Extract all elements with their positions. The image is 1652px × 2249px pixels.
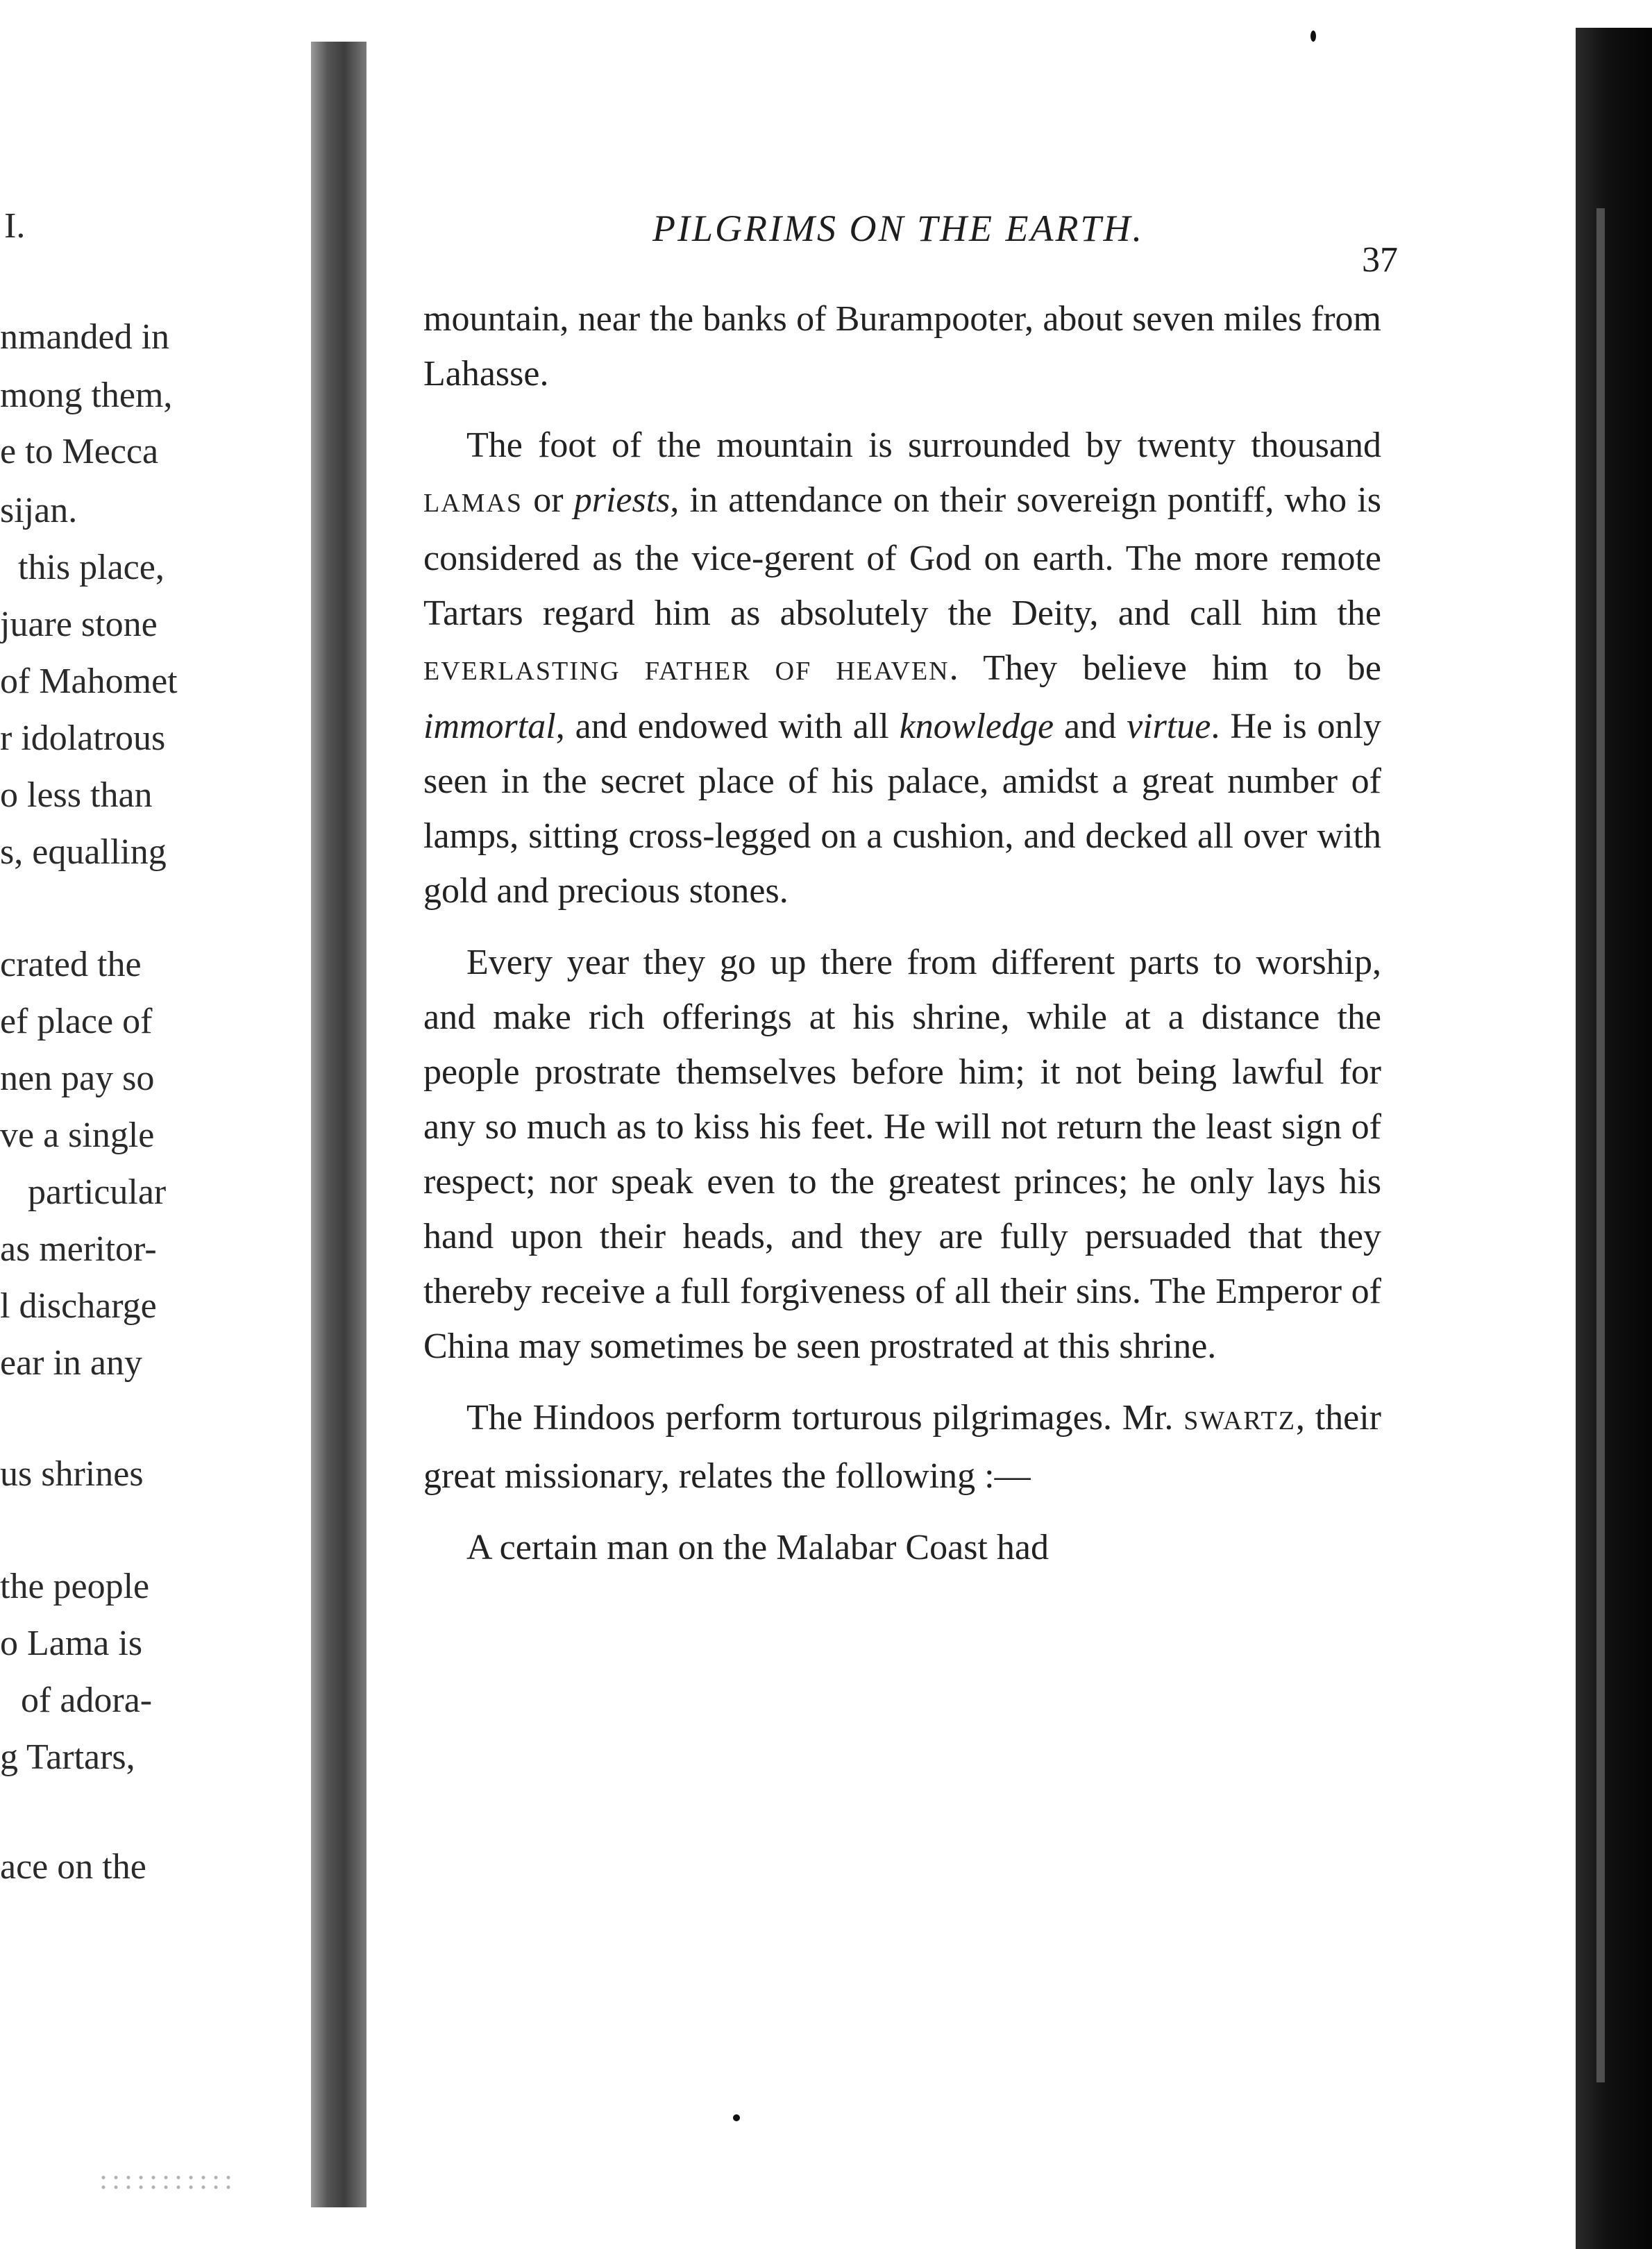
left-line-18: l discharge xyxy=(0,1286,157,1326)
left-line-17: as meritor- xyxy=(0,1229,157,1269)
left-line-23: of adora- xyxy=(21,1681,153,1720)
left-line-16: particular xyxy=(28,1172,167,1212)
scan-speck xyxy=(1310,31,1316,42)
left-line-8: of Mahomet xyxy=(0,662,178,701)
left-line-13: ef place of xyxy=(0,1002,153,1041)
left-line-10: o less than xyxy=(0,775,153,815)
paragraph-2-text-c: , in attendance on their sovereign pontiff, who is considered as the vice-gerent of God on earth. The more remote Tartars regard him as absolutely the Deity, and call him the xyxy=(423,480,1381,633)
left-line-20: us shrines xyxy=(0,1454,144,1494)
paragraph-2-text-f: and xyxy=(1054,707,1127,746)
left-line-22: o Lama is xyxy=(0,1624,143,1663)
priests-italic: priests xyxy=(573,480,671,520)
left-page xyxy=(0,42,311,2207)
paragraph-2 xyxy=(423,418,1381,918)
page-number: 37 xyxy=(1362,240,1398,280)
left-line-9: r idolatrous xyxy=(0,718,166,758)
left-line-4: e to Mecca xyxy=(0,432,159,471)
paragraph-5: A certain man on the Malabar Coast had xyxy=(466,1528,1049,1567)
paragraph-4-text-b: , their great missionary, relates the following :— xyxy=(423,1398,1381,1496)
left-line-19: ear in any xyxy=(0,1343,143,1383)
paragraph-2-text-d: . They believe him to be xyxy=(949,648,1381,688)
left-line-7: juare stone xyxy=(0,605,158,644)
left-line-21: the people xyxy=(0,1567,150,1606)
knowledge-italic: knowledge xyxy=(899,707,1054,746)
paragraph-2-text-a: The foot of the mountain is surrounded by twenty thousand xyxy=(466,426,1381,465)
paragraph-4-text-a: The Hindoos perform torturous pilgrimages. Mr. xyxy=(466,1398,1184,1438)
scan-speck xyxy=(733,2114,740,2121)
paragraph-1: mountain, near the banks of Burampooter, about seven miles from Lahasse. xyxy=(423,299,1381,394)
paragraph-4 xyxy=(423,1390,1381,1503)
left-line-1: I. xyxy=(4,206,26,246)
scan-noise xyxy=(97,2173,236,2193)
lamas-smallcaps: LAMAS xyxy=(423,489,523,518)
paragraph-2-text-g: . He is only seen in the secret place of his palace, amidst a great number of lamps, sitting cross-legged on a cushion, and decked all over with gold and precious stones. xyxy=(423,707,1381,911)
book-gutter xyxy=(311,42,366,2207)
page-edge-highlight xyxy=(1596,208,1605,2082)
paragraph-2-text-e: , and endowed with all xyxy=(555,707,900,746)
left-line-11: s, equalling xyxy=(0,832,167,872)
left-line-12: crated the xyxy=(0,945,142,984)
left-line-15: ve a single xyxy=(0,1115,155,1155)
left-line-14: nen pay so xyxy=(0,1059,155,1098)
paragraph-2-text-b: or xyxy=(523,480,574,520)
virtue-italic: virtue xyxy=(1127,707,1211,746)
left-line-3: mong them, xyxy=(0,376,173,415)
body-text xyxy=(423,292,1381,1592)
swartz-smallcaps: SWARTZ xyxy=(1183,1406,1296,1435)
everlasting-father-smallcaps: EVERLASTING FATHER OF HEAVEN xyxy=(423,657,950,686)
left-line-6: this place, xyxy=(18,548,165,587)
left-line-5: sijan. xyxy=(0,491,78,530)
left-line-24: g Tartars, xyxy=(0,1737,135,1777)
left-line-25: ace on the xyxy=(0,1847,146,1887)
paragraph-3: Every year they go up there from different parts to worship, and make rich offerings at his shrine, while at a distance the people prostrate themselves before him; it not being lawful for any so much as to kiss his feet. He will not return the least sign of respect; nor speak even to the greatest princes; he only lays his hand upon their heads, and they are fully persuaded that they thereby receive a full forgiveness of all their sins. The Emperor of China may sometimes be seen prostrated at this shrine. xyxy=(423,943,1381,1366)
page-edge-shadow xyxy=(1576,28,1652,2249)
left-line-2: nmanded in xyxy=(0,317,170,357)
immortal-italic: immortal xyxy=(423,707,556,746)
running-head: PILGRIMS ON THE EARTH. xyxy=(652,208,1144,249)
